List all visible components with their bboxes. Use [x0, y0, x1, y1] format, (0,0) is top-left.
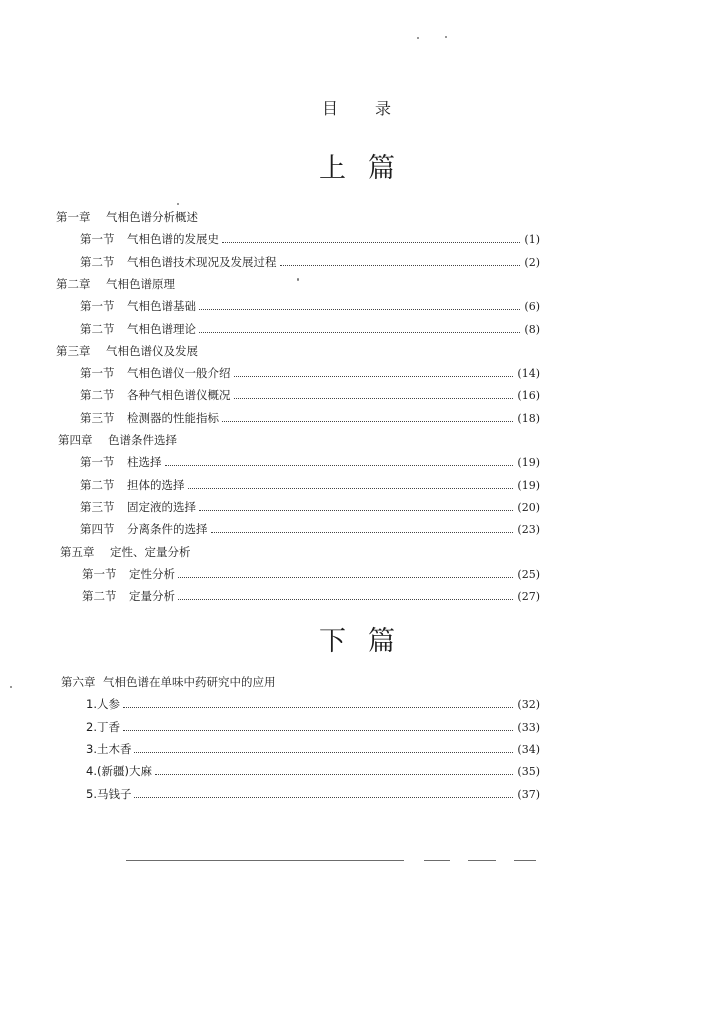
chapter-title: 气相色谱在单味中药研究中的应用	[103, 675, 276, 689]
toc-heading-char: 目	[321, 99, 339, 118]
toc-section	[80, 320, 540, 338]
chapter-title: 气相色谱仪及发展	[106, 343, 198, 358]
dot-leader	[155, 774, 513, 775]
entry-title: 4.(新疆)大麻	[86, 764, 152, 779]
dot-leader	[165, 465, 514, 466]
toc-section	[80, 453, 540, 471]
page-number: (18)	[517, 411, 540, 425]
section-number: 第二节	[80, 477, 115, 492]
dot-leader	[234, 376, 514, 377]
dot-leader	[178, 599, 513, 600]
toc-chapter	[56, 275, 175, 293]
part-heading-char: 上	[319, 153, 346, 184]
dot-leader	[178, 577, 513, 578]
page-number: (27)	[517, 590, 540, 604]
page-number: (33)	[517, 720, 540, 734]
toc-chapter	[60, 543, 191, 561]
page-number: (25)	[517, 567, 540, 581]
section-number: 第三节	[80, 410, 115, 425]
chapter-title: 色谱条件选择	[108, 433, 177, 447]
toc-heading-char: 录	[375, 99, 393, 118]
toc-section	[80, 498, 540, 516]
section-number: 第一节	[80, 366, 115, 381]
scan-line	[126, 860, 404, 861]
dot-leader	[188, 488, 514, 489]
scan-speck	[297, 278, 299, 281]
toc-chapter	[61, 673, 276, 691]
toc-entry	[86, 740, 540, 758]
chapter-number: 第二章	[56, 276, 91, 291]
chapter-number: 第六章	[61, 675, 96, 689]
section-title: 担体的选择	[127, 477, 185, 492]
page-number: (19)	[517, 456, 540, 470]
chapter-title: 气相色谱分析概述	[106, 210, 198, 224]
page-number: (1)	[524, 233, 540, 247]
section-title: 气相色谱的发展史	[127, 232, 219, 247]
chapter-number: 第五章	[60, 544, 95, 559]
scan-speck	[177, 203, 179, 205]
scan-line	[424, 860, 450, 861]
scan-line	[514, 860, 536, 861]
dot-leader	[199, 309, 520, 310]
chapter-title: 定性、定量分析	[110, 544, 191, 559]
toc-section	[80, 297, 540, 315]
section-number: 第二节	[80, 254, 115, 269]
dot-leader	[199, 332, 520, 333]
chapter-number: 第三章	[56, 343, 91, 358]
page-number: (35)	[517, 765, 540, 779]
chapter-number: 第一章	[56, 210, 91, 224]
page-number: (2)	[524, 255, 540, 269]
section-title: 气相色谱基础	[127, 299, 196, 314]
section-title: 气相色谱技术现况及发展过程	[127, 254, 277, 269]
section-title: 气相色谱理论	[127, 321, 196, 336]
page-number: (34)	[517, 742, 540, 756]
chapter-title: 气相色谱原理	[106, 276, 175, 291]
section-number: 第四节	[80, 522, 115, 537]
page-number: (32)	[517, 698, 540, 712]
section-number: 第一节	[80, 455, 115, 470]
toc-entry	[86, 762, 540, 780]
toc-section	[80, 253, 540, 271]
toc-chapter	[56, 208, 198, 226]
entry-title: 2.丁香	[86, 719, 120, 734]
page-number: (19)	[517, 478, 540, 492]
toc-section	[82, 565, 540, 583]
page-number: (16)	[517, 389, 540, 403]
section-title: 分离条件的选择	[127, 522, 208, 537]
section-number: 第一节	[80, 299, 115, 314]
dot-leader	[222, 242, 520, 243]
toc-section	[80, 409, 540, 427]
part-two-heading	[0, 619, 714, 658]
section-title: 定性分析	[129, 566, 175, 581]
section-number: 第二节	[80, 388, 115, 403]
dot-leader	[234, 398, 514, 399]
toc-section	[80, 520, 540, 538]
toc-section	[80, 364, 540, 382]
scan-speck	[417, 37, 419, 39]
toc-section	[80, 230, 540, 248]
dot-leader	[123, 707, 513, 708]
page-number: (37)	[517, 787, 540, 801]
dot-leader	[280, 265, 521, 266]
section-title: 检测器的性能指标	[127, 410, 219, 425]
part-heading-char: 篇	[368, 626, 395, 657]
toc-heading	[0, 96, 714, 119]
section-number: 第二节	[80, 321, 115, 336]
toc-entry	[86, 718, 540, 736]
toc-entry	[86, 785, 540, 803]
dot-leader	[199, 510, 513, 511]
part-heading-char: 下	[319, 626, 346, 657]
entry-title: 1.人参	[86, 697, 120, 712]
toc-section	[80, 476, 540, 494]
section-title: 气相色谱仪一般介绍	[127, 366, 231, 381]
scan-speck	[10, 686, 12, 688]
toc-section	[80, 386, 540, 404]
section-title: 定量分析	[129, 589, 175, 604]
section-number: 第二节	[82, 589, 117, 604]
toc-chapter	[58, 431, 177, 449]
dot-leader	[134, 797, 513, 798]
entry-title: 3.土木香	[86, 741, 132, 756]
toc-section	[82, 587, 540, 605]
section-number: 第一节	[82, 566, 117, 581]
scan-line	[468, 860, 496, 861]
toc-entry	[86, 695, 540, 713]
dot-leader	[134, 752, 513, 753]
page-number: (23)	[517, 523, 540, 537]
entry-title: 5.马钱子	[86, 786, 132, 801]
page-number: (8)	[524, 322, 540, 336]
part-heading-char: 篇	[368, 153, 395, 184]
scan-speck	[445, 36, 447, 38]
section-title: 柱选择	[127, 455, 162, 470]
section-number: 第三节	[80, 499, 115, 514]
toc-chapter	[56, 342, 198, 360]
part-one-heading	[0, 146, 714, 185]
chapter-number: 第四章	[58, 433, 93, 447]
page-number: (14)	[517, 367, 540, 381]
dot-leader	[211, 532, 514, 533]
page-number: (20)	[517, 500, 540, 514]
section-title: 固定液的选择	[127, 499, 196, 514]
dot-leader	[222, 421, 513, 422]
page-number: (6)	[524, 300, 540, 314]
section-number: 第一节	[80, 232, 115, 247]
section-title: 各种气相色谱仪概况	[127, 388, 231, 403]
dot-leader	[123, 730, 513, 731]
